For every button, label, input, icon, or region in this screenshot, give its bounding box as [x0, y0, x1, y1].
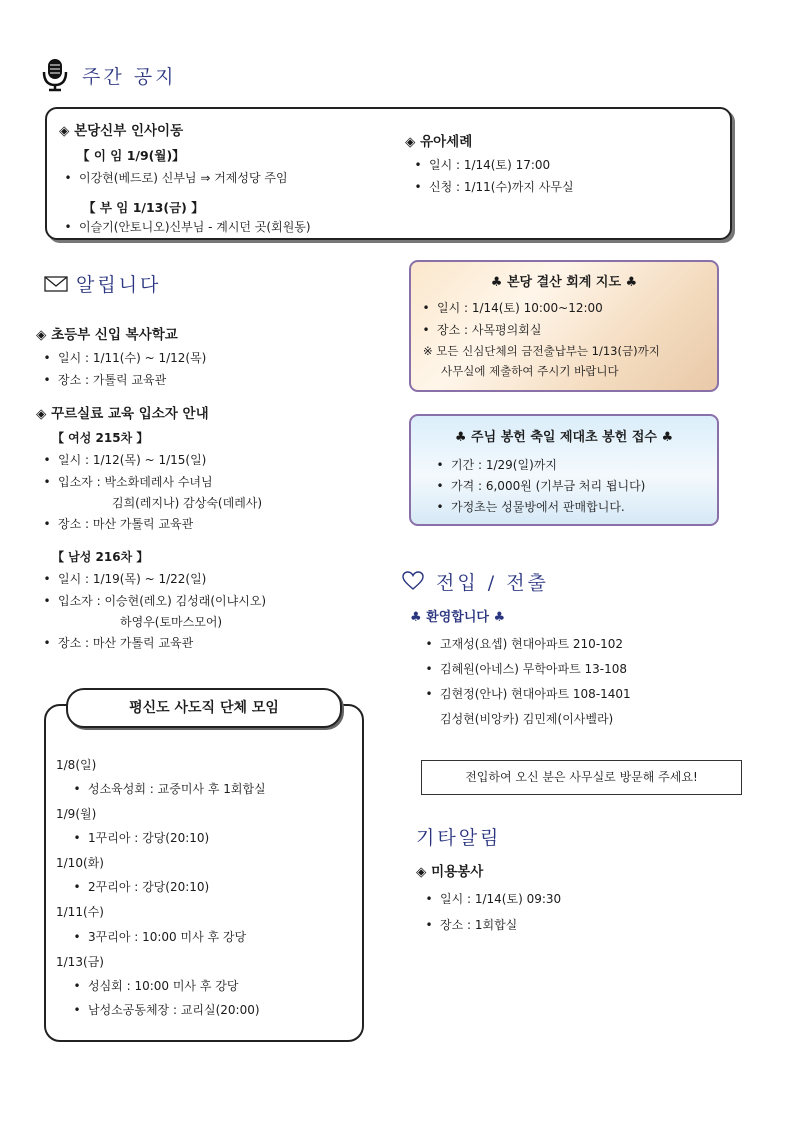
notice-line: • 장소 : 마산 가톨릭 교육관: [36, 516, 193, 532]
audit-line: • 일시 : 1/14(토) 10:00~12:00: [415, 300, 603, 316]
transfer-line: • 김현정(안나) 현대아파트 108-1401: [418, 686, 631, 702]
transfer-line: • 김혜원(아네스) 무학아파트 13-108: [418, 661, 627, 677]
meeting-item: • 1꾸리아 : 강당(20:10): [66, 830, 209, 846]
baptism-heading: ◈ 유아세례: [405, 134, 473, 150]
audit-title: ♣ 본당 결산 회계 지도 ♣: [490, 275, 638, 290]
transfer-notice: 전입하여 오신 분은 사무실로 방문해 주세요!: [465, 770, 698, 784]
transfer-line: 김성현(비앙카) 김민제(이사벨라): [440, 712, 614, 726]
audit-note: ※ 모든 신심단체의 금전출납부는 1/13(금)까지: [423, 344, 660, 358]
notice-line: • 일시 : 1/11(수) ~ 1/12(목): [36, 350, 206, 366]
audit-line: • 장소 : 사목평의회실: [415, 322, 541, 338]
other-line: • 일시 : 1/14(토) 09:30: [418, 891, 561, 907]
weekly-notice-box: [45, 107, 732, 240]
outgoing-label: 【 부 임 1/13(금) 】: [83, 200, 204, 215]
welcome-heading: ♣ 환영합니다 ♣: [410, 610, 506, 625]
transfer-heading: ◈ 본당신부 인사이동: [59, 123, 184, 139]
candle-line: • 가정초는 성물방에서 판매합니다.: [429, 499, 625, 515]
meeting-item: • 3꾸리아 : 10:00 미사 후 강당: [66, 929, 246, 945]
meeting-title: 평신도 사도직 단체 모임: [129, 700, 279, 716]
transfer-line: • 고재성(요셉) 현대아파트 210-102: [418, 636, 623, 652]
notice-line: • 입소자 : 박소화데레사 수녀님: [36, 474, 213, 490]
notice-line: 김희(레지나) 감상숙(데레사): [112, 496, 263, 510]
meeting-item: • 2꾸리아 : 강당(20:10): [66, 879, 209, 895]
notice-subheading: 【 남성 216차 】: [52, 550, 149, 564]
notice-subheading: 【 여성 215차 】: [52, 431, 149, 445]
meeting-date: 1/8(일): [56, 758, 97, 772]
notice-line: • 장소 : 가톨릭 교육관: [36, 372, 166, 388]
section-heading: ◈ 초등부 신입 복사학교: [36, 327, 178, 343]
envelope-icon: [44, 276, 68, 292]
candle-line: • 기간 : 1/29(일)까지: [429, 457, 557, 473]
meeting-item: • 성심회 : 10:00 미사 후 강당: [66, 978, 238, 994]
candle-title: ♣ 주님 봉헌 축일 제대초 봉헌 접수 ♣: [454, 430, 674, 445]
candle-box: [409, 414, 719, 526]
transfer-title: 전입 / 전출: [436, 572, 549, 594]
transfer-notice-box: [421, 760, 742, 795]
incoming-text: • 이강현(베드로) 신부님 ⇒ 거제성당 주임: [57, 170, 288, 186]
baptism-line: • 신청 : 1/11(수)까지 사무실: [407, 179, 574, 195]
meeting-date: 1/13(금): [56, 955, 104, 969]
other-line: • 장소 : 1회합실: [418, 917, 517, 933]
meeting-date: 1/9(월): [56, 807, 97, 821]
audit-box: [409, 260, 719, 392]
section-heading: ◈ 꾸르실료 교육 입소자 안내: [36, 406, 209, 422]
meeting-title-tab: [66, 688, 342, 728]
meeting-date: 1/10(화): [56, 856, 104, 870]
audit-note: 사무실에 제출하여 주시기 바랍니다: [441, 364, 619, 378]
meeting-item: • 남성소공동체장 : 교리실(20:00): [66, 1002, 260, 1018]
outgoing-text: • 이슬기(안토니오)신부님 - 계시던 곳(회원동): [57, 219, 311, 235]
notice-line: • 일시 : 1/12(목) ~ 1/15(일): [36, 452, 206, 468]
notice-line: • 입소자 : 이승현(레오) 김성래(이냐시오): [36, 593, 266, 609]
heart-icon: [402, 571, 424, 591]
candle-line: • 가격 : 6,000원 (기부금 처리 됩니다): [429, 478, 645, 494]
weekly-title: 주간 공지: [82, 66, 177, 88]
notice-line: • 일시 : 1/19(목) ~ 1/22(일): [36, 571, 206, 587]
other-heading: ◈ 미용봉사: [416, 864, 484, 880]
meeting-date: 1/11(수): [56, 905, 104, 919]
other-title: 기타알림: [416, 827, 502, 849]
microphone-icon: [40, 58, 70, 92]
baptism-line: • 일시 : 1/14(토) 17:00: [407, 157, 550, 173]
notices-title: 알립니다: [76, 274, 162, 296]
notice-line: 하영우(토마스모어): [120, 615, 223, 629]
incoming-label: 【 이 임 1/9(월)】: [77, 148, 185, 163]
meeting-item: • 성소육성회 : 교중미사 후 1회합실: [66, 781, 266, 797]
notice-line: • 장소 : 마산 가톨릭 교육관: [36, 635, 193, 651]
